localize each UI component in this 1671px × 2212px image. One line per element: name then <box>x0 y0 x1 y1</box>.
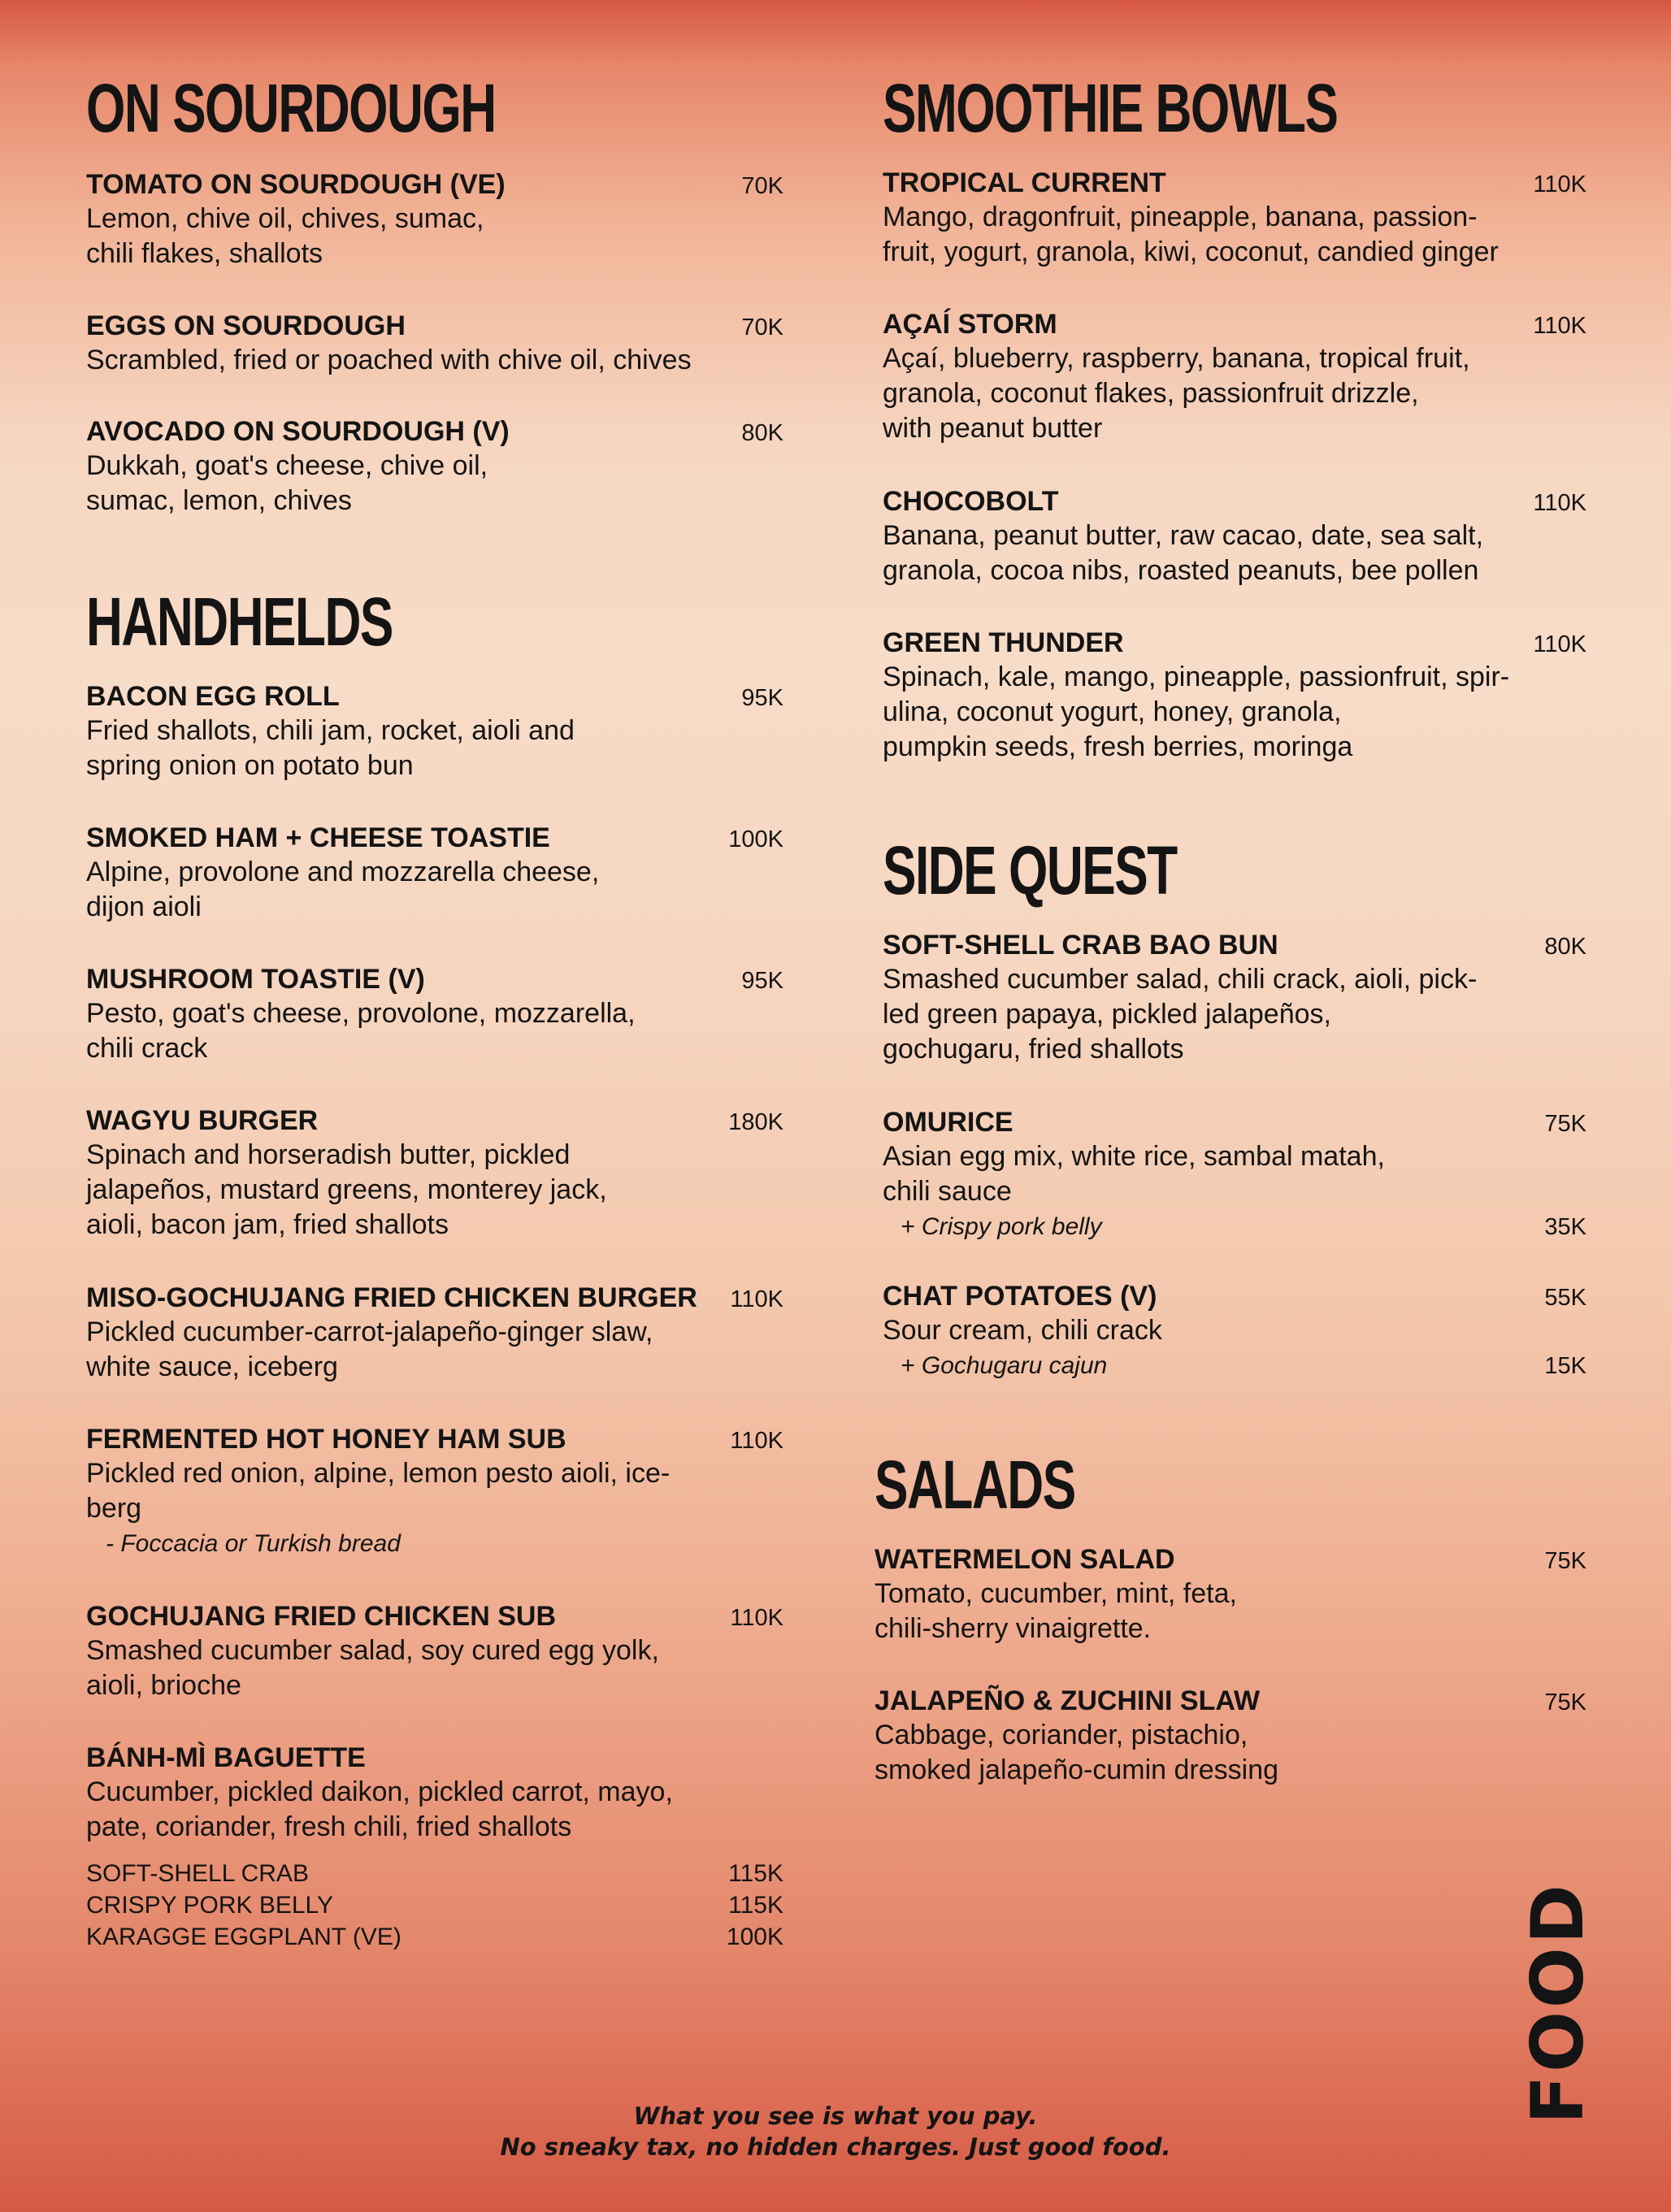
variant-list <box>86 1858 783 1953</box>
item-price: 110K <box>1533 313 1586 339</box>
item-description: Fried shallots, chili jam, rocket, aioli and spring onion on potato bun <box>86 715 575 781</box>
item-name: SMOKED HAM + CHEESE TOASTIE <box>86 822 550 853</box>
addon-name: + Gochugaru cajun <box>901 1352 1108 1379</box>
item-description: Scrambled, fried or poached with chive oil, chives <box>86 345 692 375</box>
item-description: Lemon, chive oil, chives, sumac, chili flakes, shallots <box>86 203 484 269</box>
menu-item <box>875 1542 1586 1646</box>
section-title: ON SOURDOUGH <box>86 70 496 146</box>
menu-item <box>86 962 783 1066</box>
item-description: Pickled red onion, alpine, lemon pesto aioli, ice- berg <box>86 1458 671 1524</box>
item-description: Sour cream, chili crack <box>883 1315 1162 1346</box>
menu-item <box>883 166 1586 270</box>
item-description: Mango, dragonfruit, pineapple, banana, passion- fruit, yogurt, granola, kiwi, coconut, candied ginger <box>883 202 1499 267</box>
item-price: 100K <box>728 826 783 852</box>
menu-item <box>86 821 783 925</box>
item-description: Açaí, blueberry, raspberry, banana, tropical fruit, granola, coconut flakes, passionfruit drizzle, with peanut butter <box>883 343 1470 444</box>
item-description: Banana, peanut butter, raw cacao, date, sea salt, granola, cocoa nibs, roasted peanuts, bee pollen <box>883 520 1484 586</box>
menu-item <box>883 484 1586 588</box>
item-name: CHAT POTATOES (V) <box>883 1281 1157 1312</box>
item-addon <box>883 1211 1586 1243</box>
menu-item <box>883 928 1586 1067</box>
food-side-label: FOOD <box>1516 1881 1599 2124</box>
menu-item <box>86 1104 783 1243</box>
item-price: 180K <box>728 1109 783 1135</box>
item-name: AÇAÍ STORM <box>883 309 1057 340</box>
item-name: TOMATO ON SOURDOUGH (VE) <box>86 169 506 200</box>
item-name: SOFT-SHELL CRAB BAO BUN <box>883 930 1278 961</box>
variant-price: 115K <box>728 1892 783 1919</box>
item-name: MISO-GOCHUJANG FRIED CHICKEN BURGER <box>86 1282 697 1313</box>
section-title: SALADS <box>875 1446 1075 1523</box>
item-name: WAGYU BURGER <box>86 1105 319 1136</box>
item-price: 80K <box>741 420 783 446</box>
item-addon <box>883 1350 1586 1382</box>
item-name: TROPICAL CURRENT <box>883 167 1166 198</box>
item-description: Smashed cucumber salad, chili crack, aioli, pick- led green papaya, pickled jalapeños, gochugaru, fried shallots <box>883 964 1478 1065</box>
item-price: 110K <box>730 1286 783 1312</box>
item-name: CHOCOBOLT <box>883 486 1059 517</box>
menu-item <box>86 1741 783 1953</box>
item-name: WATERMELON SALAD <box>875 1544 1175 1575</box>
addon-name: + Crispy pork belly <box>901 1213 1102 1240</box>
menu-item <box>883 1105 1586 1243</box>
menu-item <box>86 167 783 271</box>
item-name: EGGS ON SOURDOUGH <box>86 310 406 341</box>
item-name: JALAPEÑO & ZUCHINI SLAW <box>875 1685 1261 1716</box>
item-description: Tomato, cucumber, mint, feta, chili-sherry vinaigrette. <box>875 1578 1237 1644</box>
addon-price: 35K <box>1544 1214 1586 1240</box>
addon-price: 15K <box>1544 1353 1586 1379</box>
item-description: Asian egg mix, white rice, sambal matah, chili sauce <box>883 1141 1385 1207</box>
menu-item <box>875 1684 1586 1788</box>
item-price: 110K <box>730 1605 783 1631</box>
item-price: 110K <box>1533 631 1586 657</box>
item-description: Spinach and horseradish butter, pickled jalapeños, mustard greens, monterey jack, aioli, bacon jam, fried shallots <box>86 1139 607 1240</box>
item-name: AVOCADO ON SOURDOUGH (V) <box>86 416 510 447</box>
item-price: 110K <box>730 1428 783 1454</box>
item-price: 95K <box>741 968 783 994</box>
item-name: FERMENTED HOT HONEY HAM SUB <box>86 1424 566 1455</box>
item-name: BÁNH-MÌ BAGUETTE <box>86 1742 366 1773</box>
item-description: Pesto, goat's cheese, provolone, mozzarella, chili crack <box>86 998 636 1064</box>
menu-item <box>86 1599 783 1703</box>
section-title: SIDE QUEST <box>883 832 1177 909</box>
menu-item <box>883 1279 1586 1382</box>
footer-tagline <box>0 2101 1671 2162</box>
variant-price: 100K <box>726 1924 783 1950</box>
item-price: 70K <box>741 173 783 199</box>
variant-price: 115K <box>728 1860 783 1887</box>
item-description: Pickled cucumber-carrot-jalapeño-ginger slaw, white sauce, iceberg <box>86 1316 653 1382</box>
variant-name: CRISPY PORK BELLY <box>86 1892 334 1919</box>
footer-line-1: What you see is what you pay. <box>633 2102 1038 2130</box>
menu-item <box>86 679 783 783</box>
variant-name: SOFT-SHELL CRAB <box>86 1860 309 1887</box>
variant-row <box>86 1858 783 1889</box>
item-price: 95K <box>741 685 783 711</box>
menu-item <box>86 1281 783 1385</box>
item-description: Cabbage, coriander, pistachio, smoked jalapeño-cumin dressing <box>875 1720 1279 1785</box>
item-description: Dukkah, goat's cheese, chive oil, sumac, lemon, chives <box>86 450 488 516</box>
item-description: Cucumber, pickled daikon, pickled carrot, mayo, pate, coriander, fresh chili, fried shallots <box>86 1776 673 1842</box>
variant-row <box>86 1921 783 1953</box>
menu-item <box>86 309 783 378</box>
footer-line-2: No sneaky tax, no hidden charges. Just good food. <box>500 2133 1171 2161</box>
item-name: MUSHROOM TOASTIE (V) <box>86 964 425 995</box>
item-price: 110K <box>1533 490 1586 516</box>
variant-row <box>86 1889 783 1921</box>
item-price: 55K <box>1544 1285 1586 1311</box>
item-price: 75K <box>1544 1111 1586 1137</box>
item-price: 110K <box>1533 171 1586 197</box>
item-price: 80K <box>1544 934 1586 960</box>
section-title: HANDHELDS <box>86 583 393 660</box>
item-name: BACON EGG ROLL <box>86 681 340 712</box>
item-note: - Foccacia or Turkish bread <box>106 1530 401 1557</box>
menu-item <box>883 626 1586 765</box>
item-description: Alpine, provolone and mozzarella cheese, dijon aioli <box>86 857 600 922</box>
item-price: 70K <box>741 314 783 340</box>
item-description: Spinach, kale, mango, pineapple, passionfruit, spir- ulina, coconut yogurt, honey, granola, pumpkin seeds, fresh berries, moringa <box>883 661 1510 762</box>
item-price: 75K <box>1544 1689 1586 1715</box>
variant-name: KARAGGE EGGPLANT (VE) <box>86 1924 401 1950</box>
item-name: GOCHUJANG FRIED CHICKEN SUB <box>86 1601 557 1632</box>
menu-item <box>883 307 1586 446</box>
item-price: 75K <box>1544 1548 1586 1574</box>
item-description: Smashed cucumber salad, soy cured egg yolk, aioli, brioche <box>86 1635 659 1701</box>
section-title: SMOOTHIE BOWLS <box>883 70 1338 146</box>
menu-item <box>86 414 783 518</box>
item-name: GREEN THUNDER <box>883 627 1124 658</box>
menu-item <box>86 1422 783 1560</box>
item-name: OMURICE <box>883 1107 1013 1138</box>
